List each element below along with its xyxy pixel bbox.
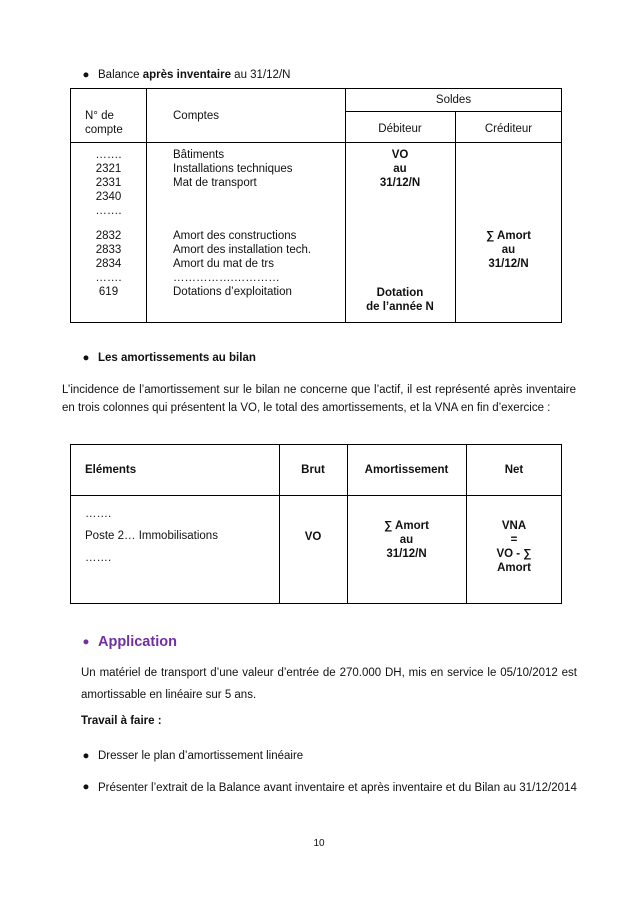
account-label: Dotations d’exploitation xyxy=(173,286,292,298)
debit-value: de l’année N xyxy=(366,301,434,313)
application-text: Un matériel de transport d’une valeur d’entrée de 270.000 DH, mis en service le 05/10/2012 est amortissable en linéaire sur 5 ans. xyxy=(81,667,577,701)
element-item: ……. xyxy=(85,508,112,520)
amort-value: au xyxy=(399,534,414,546)
header-amortissement: Amortissement xyxy=(364,464,449,476)
account-label: Installations techniques xyxy=(173,163,293,175)
task-text: Dresser le plan d’amortissement linéaire xyxy=(98,750,304,762)
row-divider xyxy=(345,111,561,112)
account-num: 619 xyxy=(98,286,119,298)
header-crediteur: Créditeur xyxy=(484,123,533,135)
element-item: ……. xyxy=(85,552,112,564)
account-label: Amort des constructions xyxy=(173,230,297,242)
amort-value: ∑ Amort xyxy=(384,520,429,532)
application-title: Application xyxy=(98,634,177,650)
account-label: …………….………… xyxy=(173,272,280,284)
row-divider xyxy=(71,142,561,143)
account-num: 2833 xyxy=(95,244,122,256)
col-divider xyxy=(146,89,147,322)
amort-value: 31/12/N xyxy=(386,548,427,560)
page-number: 10 xyxy=(313,838,325,849)
amortissement-paragraph: L’incidence de l’amortissement sur le bilan ne concerne que l’actif, il est représenté après inventaire en trois colonnes qui présentent la VO, le total des amortissements, et la VNA en fin d’exercice : xyxy=(62,384,576,414)
credit-value: ∑ Amort xyxy=(486,230,531,242)
credit-value: 31/12/N xyxy=(488,258,529,270)
bullet-dot-icon: ● xyxy=(82,636,90,648)
account-num: 2331 xyxy=(95,177,122,189)
header-elements: Eléments xyxy=(85,464,137,476)
header-debiteur: Débiteur xyxy=(378,123,422,135)
brut-value: VO xyxy=(304,531,322,543)
bullet-balance-text: Balance après inventaire au 31/12/N xyxy=(98,69,291,81)
account-label: Mat de transport xyxy=(173,177,257,189)
net-value: = xyxy=(510,534,518,546)
row-divider xyxy=(71,495,561,496)
header-soldes: Soldes xyxy=(435,94,472,106)
net-value: VNA xyxy=(501,520,527,532)
account-label: Bâtiments xyxy=(173,149,225,161)
debit-value: Dotation xyxy=(376,287,424,299)
header-brut: Brut xyxy=(301,464,325,476)
account-num: 2834 xyxy=(95,258,122,270)
account-num: ……. xyxy=(95,205,122,217)
header-comptes: Comptes xyxy=(173,110,220,122)
debit-value: 31/12/N xyxy=(379,177,421,189)
debit-value: VO xyxy=(391,149,409,161)
account-num: ……. xyxy=(95,272,122,284)
bullet-dot-icon: ● xyxy=(82,750,90,762)
credit-value: au xyxy=(501,244,516,256)
travail-a-faire: Travail à faire : xyxy=(81,715,162,727)
account-num: 2832 xyxy=(95,230,122,242)
element-item: Poste 2… Immobilisations xyxy=(85,530,218,542)
account-label: Amort du mat de trs xyxy=(173,258,274,270)
account-num: 2321 xyxy=(95,163,122,175)
bullet-dot-icon: ● xyxy=(82,781,90,793)
bullet-dot-icon: ● xyxy=(82,352,90,364)
header-num-compte: N° de compte xyxy=(85,110,123,136)
account-num: ……. xyxy=(95,149,122,161)
account-num: 2340 xyxy=(95,191,122,203)
net-value: Amort xyxy=(497,562,531,574)
balance-table xyxy=(70,88,562,323)
net-value: VO - ∑ xyxy=(496,548,532,560)
header-net: Net xyxy=(504,464,524,476)
bullet-dot-icon: ● xyxy=(82,69,90,81)
debit-value: au xyxy=(393,163,407,175)
bullet-amortissements-text: Les amortissements au bilan xyxy=(98,352,256,364)
task-text: Présenter l’extrait de la Balance avant inventaire et après inventaire et du Bilan au 31/12/2014 xyxy=(98,782,577,794)
account-label: Amort des installation tech. xyxy=(173,244,312,256)
bilan-table xyxy=(70,444,562,604)
